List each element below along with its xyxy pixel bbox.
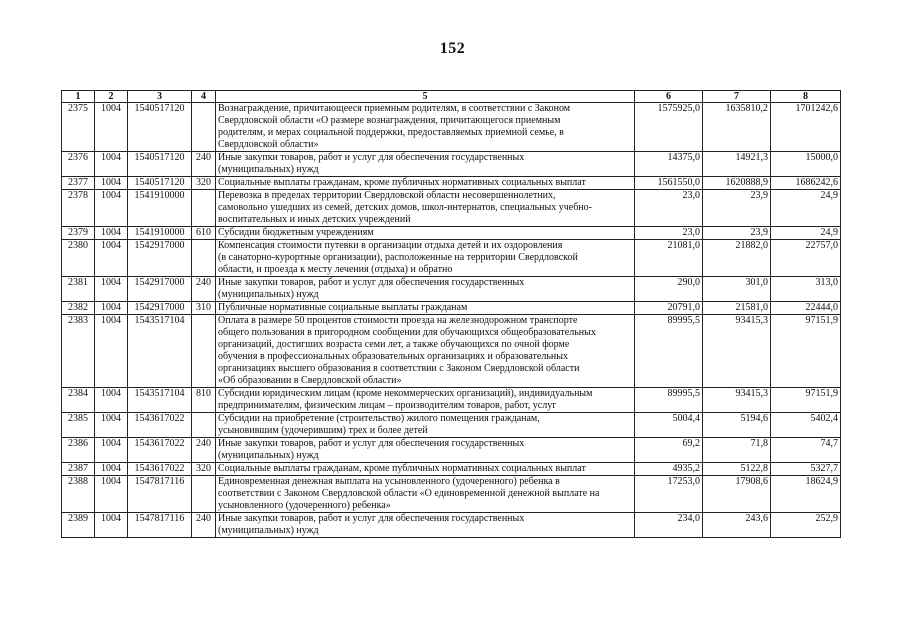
- table-row: [62, 177, 841, 190]
- target-article-cell: 1547817116: [128, 513, 192, 538]
- section-code-cell: 1004: [95, 240, 128, 277]
- amount-year-3-cell: 97151,9: [771, 315, 841, 388]
- description-line: Субсидии на приобретение (строительство) жилого помещения гражданам,: [218, 413, 540, 424]
- amount-year-1-cell: 4935,2: [635, 463, 703, 476]
- amount-year-2-cell: 5194,6: [703, 413, 771, 438]
- header-col-8: 8: [771, 91, 841, 103]
- description-cell: [216, 438, 635, 463]
- description-line: усыновленного (удочеренного) ребенка»: [218, 500, 391, 511]
- amount-year-2-cell: 23,9: [703, 227, 771, 240]
- description-cell: [216, 190, 635, 227]
- expense-type-cell: 310: [192, 302, 216, 315]
- target-article-cell: 1543617022: [128, 438, 192, 463]
- target-article-cell: 1543517104: [128, 315, 192, 388]
- table-row: [62, 302, 841, 315]
- section-code-cell: 1004: [95, 103, 128, 152]
- expense-type-cell: 610: [192, 227, 216, 240]
- description-line: Компенсация стоимости путевки в организации отдыха детей и их оздоровления: [218, 240, 563, 251]
- expense-type-cell: 810: [192, 388, 216, 413]
- description-line: Субсидии юридическим лицам (кроме некоммерческих организаций), индивидуальным: [218, 388, 593, 399]
- description-line: организаций, достигших возраста семи лет, а также обучающихся по очной форме: [218, 339, 570, 350]
- amount-year-3-cell: 5327,7: [771, 463, 841, 476]
- description-cell: [216, 513, 635, 538]
- amount-year-2-cell: 21882,0: [703, 240, 771, 277]
- table-row: [62, 240, 841, 277]
- section-code-cell: 1004: [95, 315, 128, 388]
- description-line: предпринимателям, физическим лицам – производителям товаров, работ, услуг: [218, 400, 557, 411]
- expense-type-cell: [192, 240, 216, 277]
- amount-year-2-cell: 93415,3: [703, 388, 771, 413]
- amount-year-3-cell: 313,0: [771, 277, 841, 302]
- description-line: (муниципальных) нужд: [218, 525, 319, 536]
- description-cell: [216, 240, 635, 277]
- table-row: [62, 476, 841, 513]
- description-cell: [216, 388, 635, 413]
- amount-year-1-cell: 17253,0: [635, 476, 703, 513]
- row-number-cell: 2380: [62, 240, 95, 277]
- amount-year-1-cell: 14375,0: [635, 152, 703, 177]
- row-number-cell: 2389: [62, 513, 95, 538]
- section-code-cell: 1004: [95, 152, 128, 177]
- amount-year-1-cell: 1561550,0: [635, 177, 703, 190]
- description-line: соответствии с Законом Свердловской области «О единовременной денежной выплате на: [218, 488, 600, 499]
- description-cell: [216, 227, 635, 240]
- amount-year-2-cell: 14921,3: [703, 152, 771, 177]
- description-line: самовольно ушедших из семей, детских домов, школ-интернатов, специальных учебно-: [218, 202, 592, 213]
- target-article-cell: 1547817116: [128, 476, 192, 513]
- table-body: [62, 103, 841, 538]
- amount-year-2-cell: 71,8: [703, 438, 771, 463]
- section-code-cell: 1004: [95, 177, 128, 190]
- amount-year-1-cell: 23,0: [635, 227, 703, 240]
- target-article-cell: 1540517120: [128, 177, 192, 190]
- description-cell: [216, 277, 635, 302]
- amount-year-3-cell: 15000,0: [771, 152, 841, 177]
- target-article-cell: 1542917000: [128, 302, 192, 315]
- expense-type-cell: 240: [192, 438, 216, 463]
- row-number-cell: 2378: [62, 190, 95, 227]
- description-line: (муниципальных) нужд: [218, 450, 319, 461]
- description-line: (муниципальных) нужд: [218, 289, 319, 300]
- row-number-cell: 2377: [62, 177, 95, 190]
- page-number: 152: [439, 40, 466, 57]
- target-article-cell: 1542917000: [128, 240, 192, 277]
- table-row: [62, 463, 841, 476]
- row-number-cell: 2388: [62, 476, 95, 513]
- table-row: [62, 513, 841, 538]
- table-row: [62, 277, 841, 302]
- expense-type-cell: [192, 413, 216, 438]
- amount-year-1-cell: 20791,0: [635, 302, 703, 315]
- description-line: «Об образовании в Свердловской области»: [218, 375, 402, 386]
- amount-year-3-cell: 24,9: [771, 227, 841, 240]
- amount-year-3-cell: 97151,9: [771, 388, 841, 413]
- amount-year-1-cell: 1575925,0: [635, 103, 703, 152]
- amount-year-2-cell: 23,9: [703, 190, 771, 227]
- row-number-cell: 2386: [62, 438, 95, 463]
- description-line: родителям, и мерах социальной поддержки, предоставляемых приемной семье, в: [218, 127, 564, 138]
- description-line: области, и проезда к месту лечения (отдыха) и обратно: [218, 264, 453, 275]
- description-line: Вознаграждение, причитающееся приемным родителям, в соответствии с Законом: [218, 103, 571, 114]
- amount-year-3-cell: 24,9: [771, 190, 841, 227]
- expense-type-cell: 240: [192, 277, 216, 302]
- description-line: общего пользования в пригородном сообщении для обучающихся общеобразовательных: [218, 327, 596, 338]
- description-cell: [216, 103, 635, 152]
- section-code-cell: 1004: [95, 413, 128, 438]
- description-cell: [216, 413, 635, 438]
- table-row: [62, 388, 841, 413]
- amount-year-2-cell: 243,6: [703, 513, 771, 538]
- table-row: [62, 413, 841, 438]
- description-line: Иные закупки товаров, работ и услуг для обеспечения государственных: [218, 277, 525, 288]
- amount-year-3-cell: 5402,4: [771, 413, 841, 438]
- description-cell: [216, 177, 635, 190]
- description-line: воспитательных и иных детских учреждений: [218, 214, 411, 225]
- amount-year-2-cell: 301,0: [703, 277, 771, 302]
- amount-year-3-cell: 74,7: [771, 438, 841, 463]
- target-article-cell: 1540517120: [128, 103, 192, 152]
- row-number-cell: 2384: [62, 388, 95, 413]
- description-cell: [216, 476, 635, 513]
- description-line: обучения в профессиональных образовательных организациях и образовательных: [218, 351, 568, 362]
- description-line: Иные закупки товаров, работ и услуг для обеспечения государственных: [218, 513, 525, 524]
- row-number-cell: 2379: [62, 227, 95, 240]
- description-line: Свердловской области»: [218, 139, 319, 150]
- table-row: [62, 438, 841, 463]
- section-code-cell: 1004: [95, 302, 128, 315]
- header-col-7: 7: [703, 91, 771, 103]
- row-number-cell: 2375: [62, 103, 95, 152]
- amount-year-3-cell: 252,9: [771, 513, 841, 538]
- amount-year-3-cell: 18624,9: [771, 476, 841, 513]
- header-col-1: 1: [62, 91, 95, 103]
- amount-year-1-cell: 89995,5: [635, 315, 703, 388]
- row-number-cell: 2382: [62, 302, 95, 315]
- header-col-3: 3: [128, 91, 192, 103]
- row-number-cell: 2385: [62, 413, 95, 438]
- row-number-cell: 2381: [62, 277, 95, 302]
- description-line: Единовременная денежная выплата на усыновленного (удочеренного) ребенка в: [218, 476, 560, 487]
- amount-year-2-cell: 1635810,2: [703, 103, 771, 152]
- section-code-cell: 1004: [95, 438, 128, 463]
- description-line: усыновившим (удочерившим) трех и более детей: [218, 425, 428, 436]
- description-cell: [216, 315, 635, 388]
- section-code-cell: 1004: [95, 476, 128, 513]
- target-article-cell: 1541910000: [128, 227, 192, 240]
- table-row: [62, 103, 841, 152]
- amount-year-1-cell: 5004,4: [635, 413, 703, 438]
- table-row: [62, 315, 841, 388]
- row-number-cell: 2387: [62, 463, 95, 476]
- amount-year-3-cell: 1701242,6: [771, 103, 841, 152]
- amount-year-2-cell: 1620888,9: [703, 177, 771, 190]
- table-row: [62, 152, 841, 177]
- target-article-cell: 1543617022: [128, 463, 192, 476]
- section-code-cell: 1004: [95, 277, 128, 302]
- description-line: Иные закупки товаров, работ и услуг для обеспечения государственных: [218, 438, 525, 449]
- table-row: [62, 227, 841, 240]
- table-row: [62, 190, 841, 227]
- amount-year-3-cell: 22444,0: [771, 302, 841, 315]
- target-article-cell: 1543617022: [128, 413, 192, 438]
- description-line: Публичные нормативные социальные выплаты гражданам: [218, 302, 468, 313]
- amount-year-2-cell: 93415,3: [703, 315, 771, 388]
- description-line: Иные закупки товаров, работ и услуг для обеспечения государственных: [218, 152, 525, 163]
- description-cell: [216, 302, 635, 315]
- description-line: Свердловской области «О размере вознаграждения, причитающегося приемным: [218, 115, 561, 126]
- expense-type-cell: 240: [192, 152, 216, 177]
- budget-table: [61, 90, 841, 538]
- amount-year-2-cell: 21581,0: [703, 302, 771, 315]
- header-col-4: 4: [192, 91, 216, 103]
- description-line: (в санаторно-курортные организации), расположенные на территории Свердловской: [218, 252, 578, 263]
- amount-year-1-cell: 89995,5: [635, 388, 703, 413]
- expense-type-cell: 320: [192, 177, 216, 190]
- expense-type-cell: [192, 315, 216, 388]
- amount-year-2-cell: 5122,8: [703, 463, 771, 476]
- description-line: Оплата в размере 50 процентов стоимости проезда на железнодорожном транспорте: [218, 315, 578, 326]
- section-code-cell: 1004: [95, 227, 128, 240]
- expense-type-cell: [192, 190, 216, 227]
- target-article-cell: 1540517120: [128, 152, 192, 177]
- expense-type-cell: [192, 476, 216, 513]
- expense-type-cell: 240: [192, 513, 216, 538]
- description-line: Социальные выплаты гражданам, кроме публичных нормативных социальных выплат: [218, 177, 586, 188]
- description-line: организациях высшего образования в соответствии с Законом Свердловской области: [218, 363, 580, 374]
- amount-year-1-cell: 290,0: [635, 277, 703, 302]
- section-code-cell: 1004: [95, 513, 128, 538]
- target-article-cell: 1543517104: [128, 388, 192, 413]
- target-article-cell: 1541910000: [128, 190, 192, 227]
- amount-year-3-cell: 22757,0: [771, 240, 841, 277]
- description-cell: [216, 152, 635, 177]
- row-number-cell: 2383: [62, 315, 95, 388]
- description-line: (муниципальных) нужд: [218, 164, 319, 175]
- section-code-cell: 1004: [95, 388, 128, 413]
- amount-year-1-cell: 69,2: [635, 438, 703, 463]
- amount-year-2-cell: 17908,6: [703, 476, 771, 513]
- header-col-6: 6: [635, 91, 703, 103]
- section-code-cell: 1004: [95, 463, 128, 476]
- amount-year-1-cell: 21081,0: [635, 240, 703, 277]
- description-line: Социальные выплаты гражданам, кроме публичных нормативных социальных выплат: [218, 463, 586, 474]
- row-number-cell: 2376: [62, 152, 95, 177]
- amount-year-1-cell: 234,0: [635, 513, 703, 538]
- description-line: Субсидии бюджетным учреждениям: [218, 227, 374, 238]
- amount-year-3-cell: 1686242,6: [771, 177, 841, 190]
- description-cell: [216, 463, 635, 476]
- description-line: Перевозка в пределах территории Свердловской области несовершеннолетних,: [218, 190, 556, 201]
- expense-type-cell: 320: [192, 463, 216, 476]
- target-article-cell: 1542917000: [128, 277, 192, 302]
- table-header-row: [62, 91, 841, 103]
- header-col-5: 5: [216, 91, 635, 103]
- amount-year-1-cell: 23,0: [635, 190, 703, 227]
- section-code-cell: 1004: [95, 190, 128, 227]
- expense-type-cell: [192, 103, 216, 152]
- header-col-2: 2: [95, 91, 128, 103]
